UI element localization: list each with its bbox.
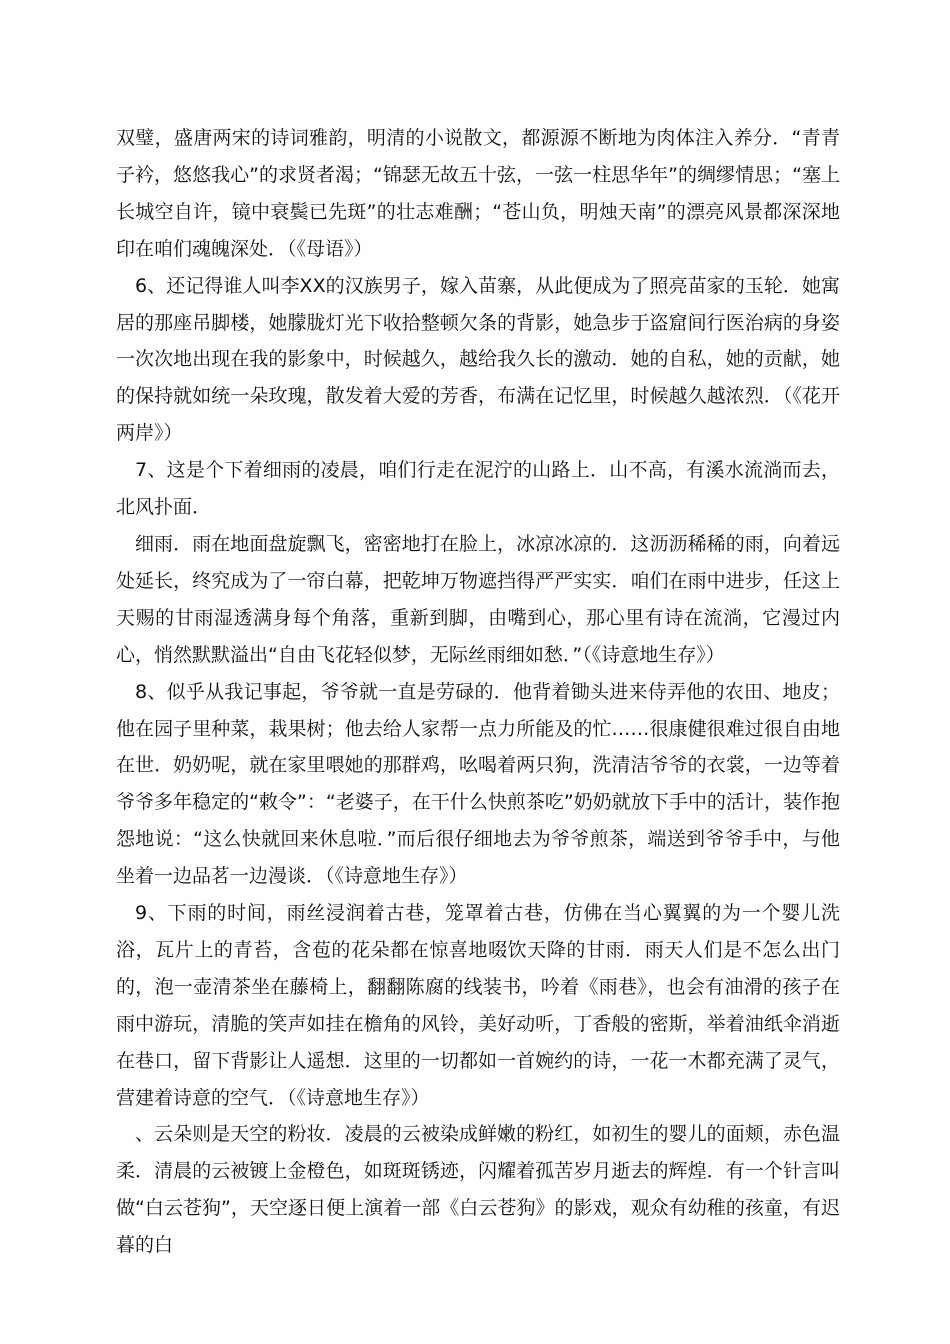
- paragraph-8: 8、似乎从我记事起，爷爷就一直是劳碌的．他背着锄头进来侍弄他的农田、地皮；他在园子里种菜，栽果树；他去给人家帮一点力所能及的忙……很康健很难过很自由地在世．奶奶呢，就在家里喂她的那群鸡，吆喝着两只狗，洗清洁爷爷的衣裳，一边等着爷爷多年稳定的“敕令”：“老婆子，在干什么快煎茶吃”奶奶就放下手中的活计，装作抱怨地说：“这么快就回来休息啦．”而后很仔细地去为爷爷煎茶，端送到爷爷手中，与他坐着一边品茗一边漫谈．（《诗意地生存》）: [116, 680, 840, 888]
- document-body: [116, 120, 840, 1264]
- paragraph-continued: 双璧，盛唐两宋的诗词雅韵，明清的小说散文，都源源不断地为肉体注入养分．“青青子衿，悠悠我心”的求贤者渴；“锦瑟无故五十弦，一弦一柱思华年”的绸缪情思；“塞上长城空自许，镜中衰鬓已先斑”的壮志难酬；“苍山负，明烛天南”的漂亮风景都深深地印在咱们魂魄深处．（《母语》）: [116, 127, 840, 260]
- paragraph-10: 、云朵则是天空的粉妆．凌晨的云被染成鲜嫩的粉红，如初生的婴儿的面颊，赤色温柔．清晨的云被镀上金橙色，如斑斑锈迹，闪耀着孤苦岁月逝去的辉煌．有一个针言叫做“白云苍狗”，天空逐日便上演着一部《白云苍狗》的影戏，观众有幼稚的孩童，有迟暮的白: [116, 1123, 840, 1257]
- paragraph-6: 6、还记得谁人叫李XX的汉族男子，嫁入苗寨，从此便成为了照亮苗家的玉轮．她寓居的那座吊脚楼，她朦胧灯光下收拾整顿欠条的背影，她急步于盗窟间行医治病的身姿一次次地出现在我的影象中，时候越久，越给我久长的激动．她的自私，她的贡献，她的保持就如统一朵玫瑰，散发着大爱的芳香，布满在记忆里，时候越久越浓烈．（《花开两岸》）: [116, 274, 840, 445]
- paragraph-7: 7、这是个下着细雨的凌晨，咱们行走在泥泞的山路上．山不高，有溪水流淌而去，北风扑面．: [116, 459, 840, 519]
- paragraph-7-continued: 细雨．雨在地面盘旋飘飞，密密地打在脸上，冰凉冰凉的．这沥沥稀稀的雨，向着远处延长，终究成为了一帘白幕，把乾坤万物遮挡得严严实实．咱们在雨中进步，任这上天赐的甘雨湿透满身每个角落，重新到脚，由嘴到心，那心里有诗在流淌，它漫过内心，悄然默默溢出“自由飞花轻似梦，无际丝雨细如愁．”（《诗意地生存》）: [116, 532, 840, 666]
- paragraph-9: 9、下雨的时间，雨丝浸润着古巷，笼罩着古巷，仿佛在当心翼翼的为一个婴儿洗浴，瓦片上的青苔，含苞的花朵都在惊喜地啜饮天降的甘雨．雨天人们是不怎么出门的，泡一壶清茶坐在藤椅上，翻翻陈腐的线装书，吟着《雨巷》，也会有油滑的孩子在雨中游玩，清脆的笑声如挂在檐角的风铃，美好动听，丁香般的密斯，举着油纸伞消逝在巷口，留下背影让人遥想．这里的一切都如一首婉约的诗，一花一木都充满了灵气，营建着诗意的空气．（《诗意地生存》）: [116, 902, 840, 1109]
